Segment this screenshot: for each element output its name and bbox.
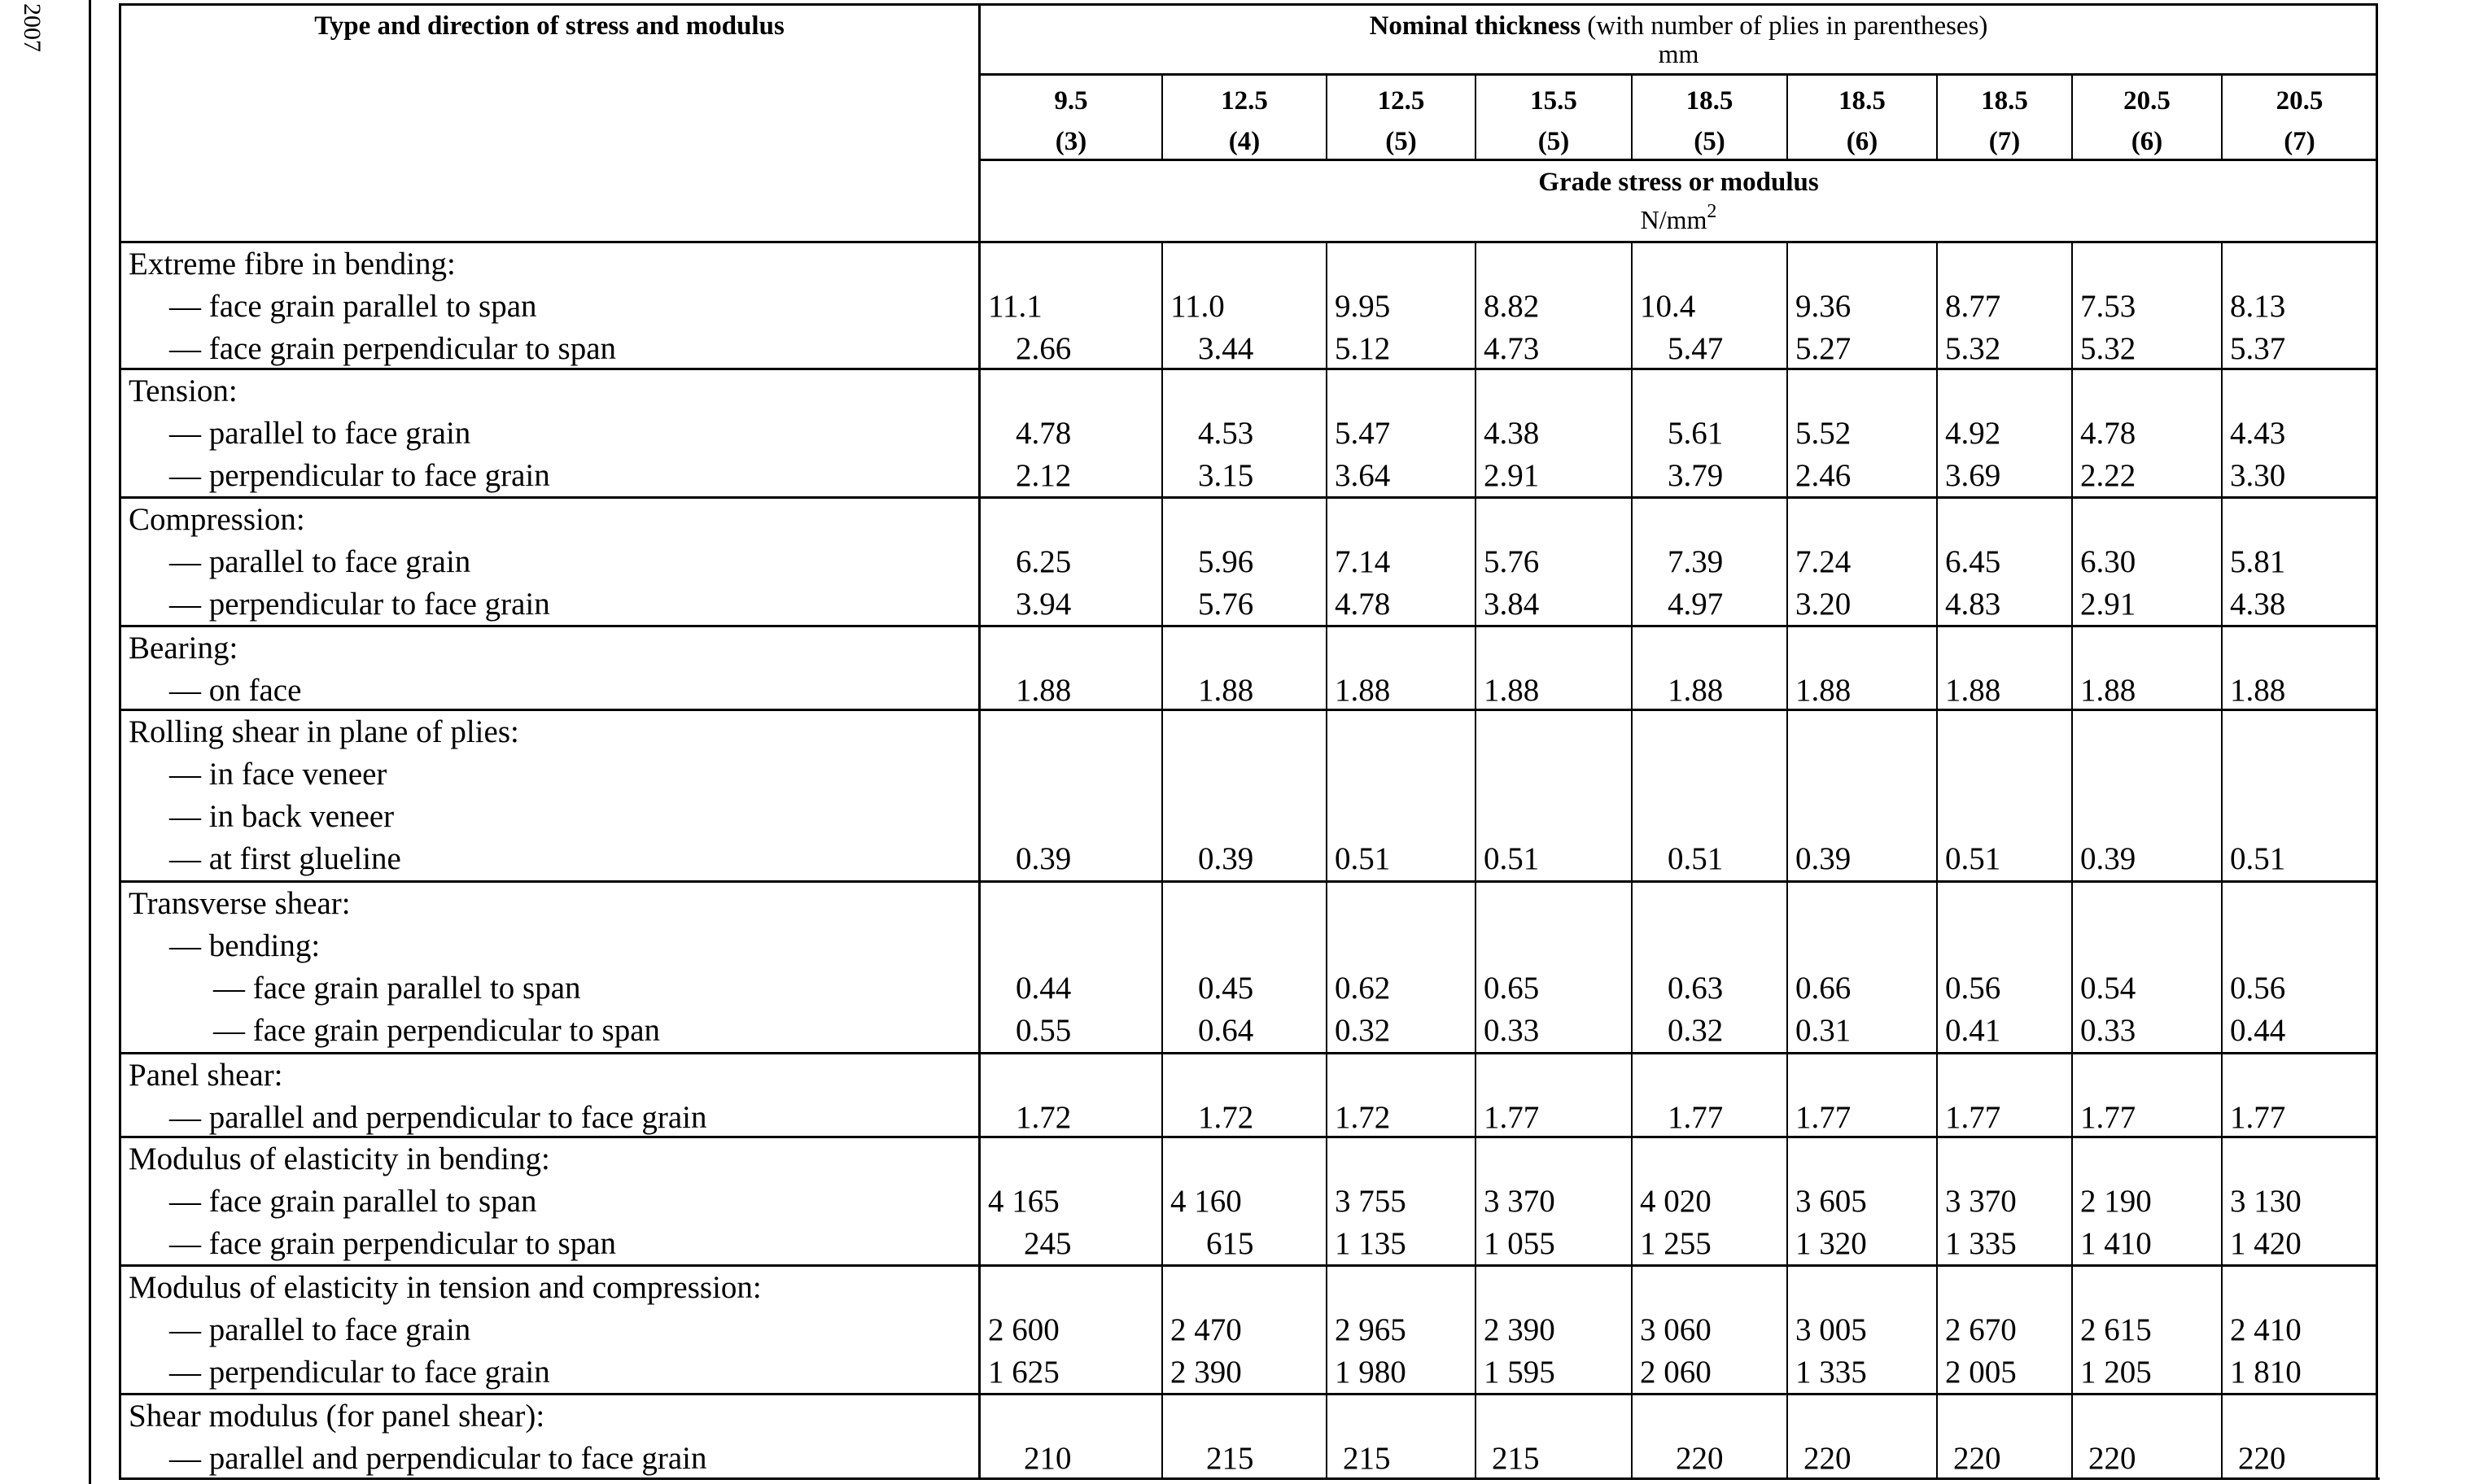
table-cell-value: 4.43 [2230,416,2286,451]
table-cell-value: 10.4 [1640,289,1696,324]
table-cell-value: 1.88 [1945,673,2001,708]
table-cell-value: 7.39 [1668,544,1724,579]
table-cell-value: 6.25 [1016,544,1072,579]
table-cell-value: 11.1 [988,289,1043,324]
table-cell-value: 1.77 [1945,1100,2001,1135]
column-plies: (4) [1228,127,1261,156]
table-cell-value: 0.31 [1795,1013,1852,1048]
row-rule [119,496,2377,499]
table-cell-value: 1 420 [2230,1226,2302,1261]
row-sub-label: — parallel to face grain [169,1312,471,1347]
row-sub-label: — parallel to face grain [169,416,471,451]
table-cell-value: 3 005 [1795,1312,1867,1347]
table-cell-value: 1 625 [988,1355,1060,1390]
table-cell-value: 5.12 [1335,331,1391,366]
row-sub-label: — perpendicular to face grain [169,1355,550,1390]
row-sub-label: — parallel and perpendicular to face grain [169,1100,707,1135]
table-cell-value: 0.54 [2080,971,2136,1006]
row-rule [119,625,2377,627]
table-cell-value: 220 [2238,1441,2286,1476]
table-cell-value: 5.96 [1198,544,1254,579]
table-cell-value: 220 [2088,1441,2136,1476]
table-cell-value: 4.97 [1668,587,1724,622]
row-sub-label: — face grain perpendicular to span [169,1226,617,1261]
column-thickness: 20.5 [2276,86,2324,116]
column-thickness: 9.5 [1054,86,1088,116]
table-cell-value: 1.77 [2230,1100,2286,1135]
table-cell-value: 0.66 [1795,971,1852,1006]
table-rule [978,73,2378,76]
table-cell-value: 0.39 [2080,841,2136,876]
table-cell-value: 1.88 [1795,673,1852,708]
margin-rule [89,0,91,1484]
table-border-top [119,3,2377,6]
table-cell-value: 4 160 [1170,1184,1242,1219]
table-cell-value: 5.61 [1668,416,1724,451]
table-cell-value: 4.78 [1335,587,1391,622]
table-cell-value: 1 595 [1484,1355,1555,1390]
column-plies: (7) [2284,127,2315,156]
column-rule [1475,242,1476,1479]
column-thickness: 20.5 [2123,86,2171,116]
row-rule [119,1136,2377,1138]
table-cell-value: 11.0 [1170,289,1225,324]
table-cell-value: 2 390 [1170,1355,1242,1390]
row-sub-label: — face grain parallel to span [169,289,537,324]
table-cell-value: 7.14 [1335,544,1391,579]
column-thickness: 18.5 [1981,86,2028,116]
column-rule [1326,242,1327,1479]
table-cell-value: 4.78 [2080,416,2136,451]
table-cell-value: 2 390 [1484,1312,1555,1347]
column-rule [1786,242,1788,1479]
table-cell-value: 3 370 [1945,1184,2017,1219]
table-cell-value: 0.63 [1668,971,1724,1006]
table-cell-value: 4.83 [1945,587,2001,622]
column-rule [2221,242,2223,1479]
table-cell-value: 215 [1492,1441,1540,1476]
table-cell-value: 0.64 [1198,1013,1254,1048]
table-cell-value: 4.38 [1484,416,1540,451]
table-cell-value: 3.69 [1945,458,2001,493]
table-cell-value: 0.65 [1484,971,1540,1006]
type-column-header: Type and direction of stress and modulus [314,11,785,41]
table-cell-value: 2 615 [2080,1312,2152,1347]
row-group-title: Transverse shear: [129,886,351,921]
table-cell-value: 8.77 [1945,289,2001,324]
table-cell-value: 215 [1206,1441,1254,1476]
row-sub-label: — face grain parallel to span [169,1184,537,1219]
row-rule [119,368,2377,370]
grade-unit-exponent: 2 [1707,201,1717,222]
table-cell-value: 2.66 [1016,331,1072,366]
grade-stress-table [119,3,2377,1480]
table-cell-value: 2 600 [988,1312,1060,1347]
row-sub-label: — bending: [169,928,321,963]
table-cell-value: 4 020 [1640,1184,1712,1219]
table-border-bottom [119,1477,2380,1480]
table-cell-value: 1.77 [1668,1100,1724,1135]
table-cell-value: 0.56 [2230,971,2286,1006]
table-cell-value: 245 [1024,1226,1072,1261]
column-rule [1631,242,1633,1479]
table-cell-value: 8.82 [1484,289,1540,324]
grade-stress-header: Grade stress or modulus [1538,168,1819,197]
row-group-title: Shear modulus (for panel shear): [129,1399,545,1434]
table-cell-value: 1.88 [1484,673,1540,708]
table-cell-value: 3.15 [1198,458,1254,493]
table-cell-value: 0.51 [1484,841,1540,876]
column-rule [1786,73,1788,160]
row-group-title: Panel shear: [129,1058,283,1093]
table-cell-value: 7.53 [2080,289,2136,324]
table-cell-value: 1 055 [1484,1226,1555,1261]
row-sub-label: — perpendicular to face grain [169,587,550,622]
table-cell-value: 1.88 [1668,673,1724,708]
table-cell-value: 7.24 [1795,544,1852,579]
column-rule [1936,242,1938,1479]
table-cell-value: 3 755 [1335,1184,1406,1219]
table-cell-value: 2 470 [1170,1312,1242,1347]
column-thickness: 12.5 [1221,86,1268,116]
table-cell-value: 3.94 [1016,587,1072,622]
margin-year-text: 2007 [19,3,46,52]
row-rule [119,1052,2377,1054]
table-cell-value: 1.72 [1198,1100,1254,1135]
table-rule [978,159,2378,161]
table-cell-value: 5.32 [2080,331,2136,366]
table-cell-value: 2 670 [1945,1312,2017,1347]
column-rule [1326,73,1327,160]
nominal-thickness-label: Nominal thickness [1369,11,1581,41]
table-cell-value: 220 [1676,1441,1724,1476]
table-cell-value: 1.88 [1335,673,1391,708]
row-sub-label: — parallel and perpendicular to face grain [169,1441,707,1476]
table-cell-value: 3.84 [1484,587,1540,622]
row-sub-label: — perpendicular to face grain [169,458,550,493]
table-cell-value: 1.88 [1198,673,1254,708]
row-group-title: Rolling shear in plane of plies: [129,714,519,749]
table-cell-value: 1.88 [2230,673,2286,708]
table-cell-value: 2 060 [1640,1355,1712,1390]
table-cell-value: 220 [1953,1441,2001,1476]
table-cell-value: 0.51 [1668,841,1724,876]
column-plies: (3) [1055,127,1087,156]
table-cell-value: 0.32 [1668,1013,1724,1048]
table-cell-value: 1.88 [2080,673,2136,708]
column-plies: (7) [1988,127,2021,156]
row-sub-label: — face grain perpendicular to span [169,331,617,366]
nominal-unit: mm [1658,39,1699,68]
table-cell-value: 615 [1206,1226,1254,1261]
table-cell-value: 4.53 [1198,416,1254,451]
table-border-right [2376,3,2378,1480]
header-divider [978,3,981,1480]
grade-unit [980,199,2377,241]
table-cell-value: 0.62 [1335,971,1391,1006]
table-cell-value: 5.81 [2230,544,2286,579]
table-cell-value: 4 165 [988,1184,1060,1219]
table-cell-value: 2.46 [1795,458,1852,493]
table-cell-value: 1 810 [2230,1355,2302,1390]
table-cell-value: 0.33 [2080,1013,2136,1048]
table-cell-value: 0.51 [1945,841,2001,876]
table-cell-value: 1 320 [1795,1226,1867,1261]
table-cell-value: 1 335 [1945,1226,2017,1261]
table-cell-value: 0.39 [1016,841,1072,876]
table-cell-value: 5.47 [1335,416,1391,451]
table-cell-value: 3 605 [1795,1184,1867,1219]
row-rule [119,880,2377,883]
column-thickness: 12.5 [1377,86,1425,116]
table-cell-value: 0.55 [1016,1013,1072,1048]
row-rule [119,1264,2377,1267]
table-cell-value: 3 130 [2230,1184,2302,1219]
table-cell-value: 0.39 [1795,841,1852,876]
table-cell-value: 0.44 [2230,1013,2286,1048]
row-sub-label: — in back veneer [169,799,395,834]
row-group-title: Compression: [129,502,305,537]
table-cell-value: 220 [1803,1441,1852,1476]
table-cell-value: 4.38 [2230,587,2286,622]
column-rule [1475,73,1476,160]
table-cell-value: 1.72 [1335,1100,1391,1135]
column-thickness: 15.5 [1530,86,1577,116]
table-cell-value: 5.32 [1945,331,2001,366]
grade-unit-base: N/mm [1640,205,1707,234]
table-cell-value: 0.41 [1945,1013,2001,1048]
table-cell-value: 210 [1024,1441,1072,1476]
column-plies: (6) [1846,127,1878,156]
table-cell-value: 1.77 [1484,1100,1540,1135]
table-cell-value: 2.91 [1484,458,1540,493]
table-cell-value: 1 255 [1640,1226,1712,1261]
table-cell-value: 3 370 [1484,1184,1555,1219]
table-cell-value: 1.77 [2080,1100,2136,1135]
column-rule [1161,73,1163,160]
row-sub-label: — at first glueline [169,841,401,876]
table-cell-value: 1.88 [1016,673,1072,708]
table-cell-value: 0.39 [1198,841,1254,876]
row-sub-label: — face grain parallel to span [213,971,581,1006]
table-cell-value: 5.47 [1668,331,1724,366]
column-rule [1936,73,1938,160]
column-rule [2071,242,2073,1479]
table-cell-value: 4.73 [1484,331,1540,366]
table-cell-value: 2 005 [1945,1355,2017,1390]
table-cell-value: 3.44 [1198,331,1254,366]
table-cell-value: 1 335 [1795,1355,1867,1390]
column-thickness: 18.5 [1685,86,1733,116]
table-cell-value: 2 190 [2080,1184,2152,1219]
row-group-title: Modulus of elasticity in bending: [129,1141,550,1176]
margin-year [11,3,47,68]
table-cell-value: 215 [1343,1441,1391,1476]
row-group-title: Extreme fibre in bending: [129,247,456,282]
column-plies: (5) [1694,127,1725,156]
row-sub-label: — parallel to face grain [169,544,471,579]
column-rule [2071,73,2073,160]
column-plies: (5) [1537,127,1570,156]
table-cell-value: 9.36 [1795,289,1852,324]
table-cell-value: 3.20 [1795,587,1852,622]
row-group-title: Bearing: [129,631,238,666]
table-rule [119,241,2377,243]
table-cell-value: 9.95 [1335,289,1391,324]
column-rule [1631,73,1633,160]
table-cell-value: 5.76 [1198,587,1254,622]
column-plies: (5) [1385,127,1417,156]
table-cell-value: 0.45 [1198,971,1254,1006]
row-sub-label: — face grain perpendicular to span [213,1013,661,1048]
table-cell-value: 0.51 [1335,841,1391,876]
table-cell-value: 6.45 [1945,544,2001,579]
table-cell-value: 1.77 [1795,1100,1852,1135]
table-cell-value: 0.44 [1016,971,1072,1006]
table-cell-value: 2.12 [1016,458,1072,493]
table-cell-value: 2 965 [1335,1312,1406,1347]
row-rule [119,1393,2377,1395]
table-cell-value: 1 980 [1335,1355,1406,1390]
table-cell-value: 0.32 [1335,1013,1391,1048]
row-group-title: Tension: [129,373,238,408]
table-cell-value: 6.30 [2080,544,2136,579]
table-cell-value: 8.13 [2230,289,2286,324]
column-rule [1161,242,1163,1479]
row-sub-label: — on face [169,673,302,708]
table-cell-value: 0.56 [1945,971,2001,1006]
column-plies: (6) [2131,127,2163,156]
table-cell-value: 3 060 [1640,1312,1712,1347]
row-rule [119,709,2377,711]
row-group-title: Modulus of elasticity in tension and compression: [129,1270,762,1305]
table-cell-value: 1.72 [1016,1100,1072,1135]
table-cell-value: 2.91 [2080,587,2136,622]
table-cell-value: 1 410 [2080,1226,2152,1261]
table-cell-value: 5.52 [1795,416,1852,451]
table-cell-value: 5.76 [1484,544,1540,579]
table-cell-value: 5.37 [2230,331,2286,366]
table-border-left [119,3,121,1480]
table-cell-value: 0.33 [1484,1013,1540,1048]
table-cell-value: 1 205 [2080,1355,2152,1390]
table-cell-value: 3.79 [1668,458,1724,493]
table-cell-value: 3.64 [1335,458,1391,493]
table-cell-value: 1 135 [1335,1226,1406,1261]
column-thickness: 18.5 [1838,86,1886,116]
table-cell-value: 4.78 [1016,416,1072,451]
table-cell-value: 5.27 [1795,331,1852,366]
table-cell-value: 4.92 [1945,416,2001,451]
table-cell-value: 3.30 [2230,458,2286,493]
table-cell-value: 2 410 [2230,1312,2302,1347]
table-cell-value: 2.22 [2080,458,2136,493]
row-sub-label: — in face veneer [169,757,387,792]
nominal-thickness-note: (with number of plies in parentheses) [1580,11,1988,41]
table-cell-value: 0.51 [2230,841,2286,876]
column-rule [2221,73,2223,160]
